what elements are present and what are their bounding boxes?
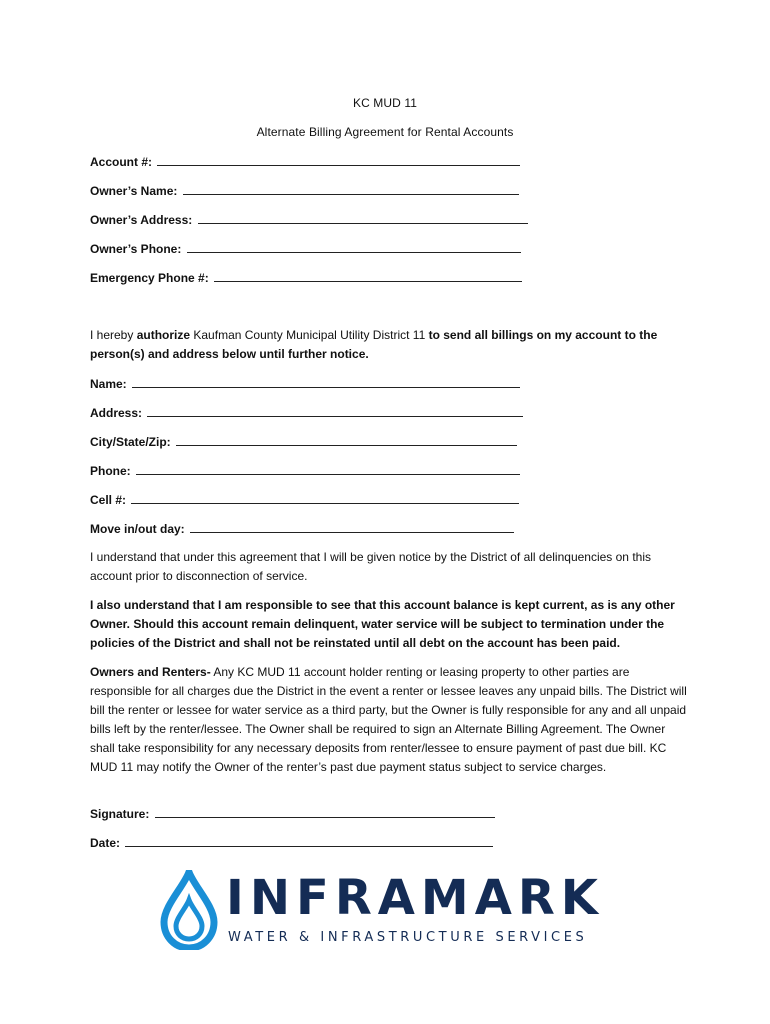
owner-address-field[interactable] <box>90 212 528 227</box>
move-in-out-label: Move in/out day: <box>90 522 185 536</box>
emergency-phone-label: Emergency Phone #: <box>90 271 209 285</box>
date-label: Date: <box>90 836 121 850</box>
renter-phone-label: Phone: <box>90 464 131 478</box>
signature-label: Signature: <box>90 807 150 821</box>
owner-name-field[interactable] <box>90 183 519 198</box>
owner-phone-blank[interactable] <box>187 241 521 253</box>
cell-number-field[interactable] <box>90 492 519 507</box>
owner-address-blank[interactable] <box>198 212 528 224</box>
owners-renters-paragraph <box>90 663 690 777</box>
account-number-label: Account #: <box>90 155 153 169</box>
document-subtitle: Alternate Billing Agreement for Rental Accounts <box>256 125 514 139</box>
renter-name-label: Name: <box>90 377 127 391</box>
cell-number-label: Cell #: <box>90 493 127 507</box>
authorization-text-3: Kaufman County Municipal Utility District 11 <box>190 328 429 342</box>
renter-name-blank[interactable] <box>132 376 520 388</box>
owners-renters-body: Any KC MUD 11 account holder renting or leasing property to other parties are responsible for all charges due the District in the event a renter or lessee leaves any unpaid bills. The District will bill the renter or lessee for water service as a third party, but the Owner is fully responsible for any and all unpaid bills left by the renter/lessee. The Owner shall be required to sign an Alternate Billing Agreement. The Owner shall take responsibility for any necessary deposits from renter/lessee to ensure payment of past due bill. KC MUD 11 may notify the Owner of the renter’s past due payment status subject to service charges. <box>90 665 687 774</box>
city-state-zip-label: City/State/Zip: <box>90 435 171 449</box>
move-in-out-field[interactable] <box>90 521 514 536</box>
renter-address-blank[interactable] <box>147 405 523 417</box>
owner-name-blank[interactable] <box>183 183 519 195</box>
authorization-text-1: I hereby <box>90 328 137 342</box>
city-state-zip-field[interactable] <box>90 434 517 449</box>
emergency-phone-field[interactable] <box>90 270 522 285</box>
city-state-zip-blank[interactable] <box>176 434 517 446</box>
inframark-logo <box>160 870 620 950</box>
renter-address-field[interactable] <box>90 405 523 420</box>
authorization-text-4: to send all billings on my account to the person(s) and address below until further notice. <box>90 328 658 361</box>
owner-phone-label: Owner’s Phone: <box>90 242 182 256</box>
date-field[interactable] <box>90 835 493 850</box>
owners-renters-lead: Owners and Renters- <box>90 665 211 679</box>
account-number-blank[interactable] <box>157 154 520 166</box>
renter-address-label: Address: <box>90 406 143 420</box>
renter-name-field[interactable] <box>90 376 520 391</box>
owner-address-label: Owner’s Address: <box>90 213 193 227</box>
responsibility-paragraph: I also understand that I am responsible to see that this account balance is kept current, as is any other Owner. Should this account remain delinquent, water service will be subject to termination under the policies of the District and shall not be reinstated until all debt on the account has been paid. <box>90 598 675 650</box>
authorization-paragraph <box>90 326 690 364</box>
owner-phone-field[interactable] <box>90 241 521 256</box>
move-in-out-blank[interactable] <box>190 521 514 533</box>
notice-paragraph: I understand that under this agreement that I will be given notice by the District of all delinquencies on this account prior to disconnection of service. <box>90 550 651 583</box>
renter-phone-blank[interactable] <box>136 463 520 475</box>
renter-phone-field[interactable] <box>90 463 520 478</box>
authorization-text-2: authorize <box>136 328 191 342</box>
signature-field[interactable] <box>90 806 495 821</box>
emergency-phone-blank[interactable] <box>214 270 522 282</box>
logo-brand-text: INFRAMARK <box>226 870 604 926</box>
water-drop-icon <box>160 870 218 950</box>
date-blank[interactable] <box>125 835 493 847</box>
document-title: KC MUD 11 <box>352 96 418 110</box>
owner-name-label: Owner’s Name: <box>90 184 178 198</box>
cell-number-blank[interactable] <box>131 492 519 504</box>
signature-blank[interactable] <box>155 806 495 818</box>
logo-tagline: WATER & INFRASTRUCTURE SERVICES <box>228 930 588 945</box>
account-number-field[interactable] <box>90 154 520 169</box>
